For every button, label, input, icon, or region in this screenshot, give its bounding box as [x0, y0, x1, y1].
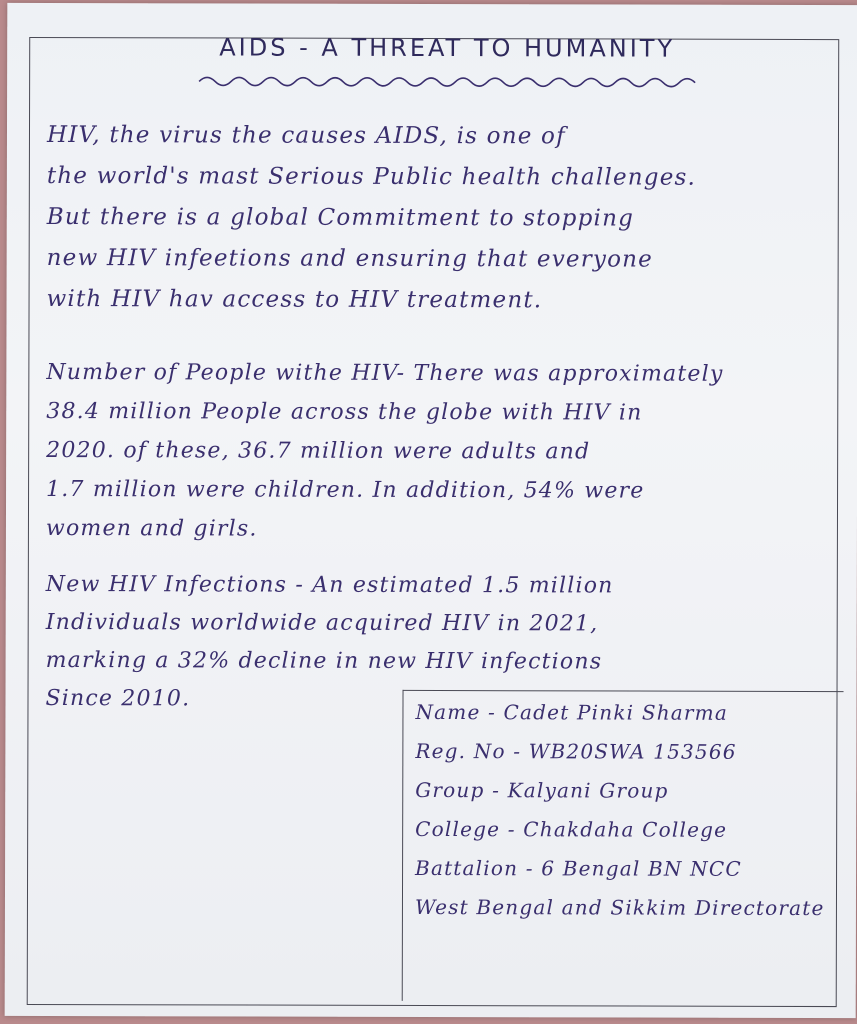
people-with-hiv-paragraph: Number of People withe HIV- There was approximately 38.4 million People across the globe with HIV in 2020. of these, 36.7 million were adults and 1.7 million were children. In addition, 54% were women and girls. — [45, 359, 724, 542]
battalion-name: Battalion - 6 Bengal BN NCC — [415, 855, 742, 881]
page-title: AIDS - A THREAT TO HUMANITY — [219, 33, 676, 63]
title-underline — [197, 73, 707, 90]
cadet-info-box — [402, 690, 844, 1002]
cadet-name: Name - Cadet Pinki Sharma — [415, 699, 729, 725]
paper-sheet — [5, 3, 857, 1018]
group-name: Group - Kalyani Group — [415, 777, 669, 803]
registration-number: Reg. No - WB20SWA 153566 — [415, 738, 737, 764]
intro-paragraph: HIV, the virus the causes AIDS, is one of the world's mast Serious Public health challenges. But there is a global Commitment to stopping new HIV infeetions and ensuring that everyone with HIV hav access to HIV treatment. — [46, 121, 697, 314]
directorate-name: West Bengal and Sikkim Directorate — [414, 894, 825, 921]
new-infections-paragraph: New HIV Infections - An estimated 1.5 million Individuals worldwide acquired HIV in 2021, marking a 32% decline in new HIV infections Since 2010. — [45, 571, 614, 712]
college-name: College - Chakdaha College — [415, 816, 728, 842]
